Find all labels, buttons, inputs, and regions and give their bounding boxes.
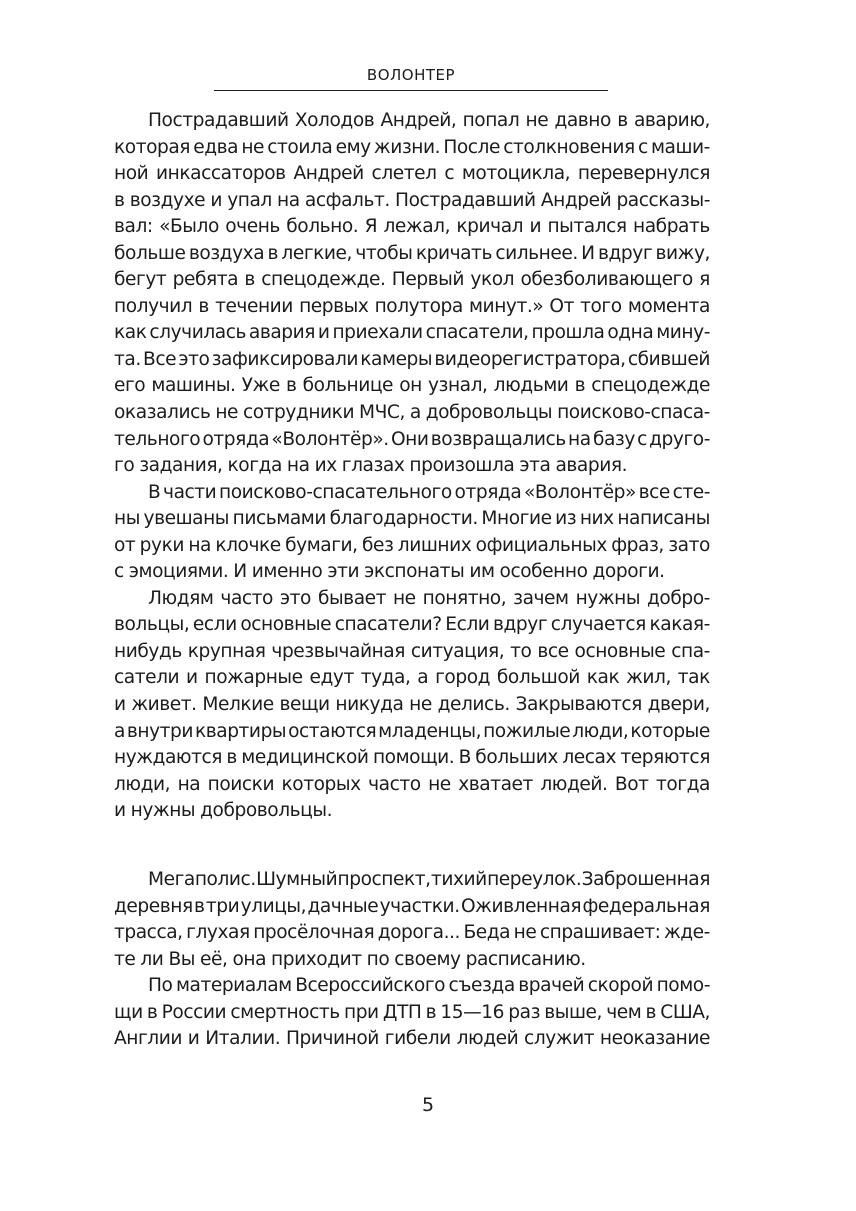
text-line: Мегаполис. Шумный проспект, тихий переулок. Заброшенная — [148, 869, 710, 890]
text-line: больше воздуха в легкие, чтобы кричать сильнее. И вдруг вижу, — [114, 242, 710, 264]
text-line: бегут ребята в спецодежде. Первый укол обезболивающего я — [114, 269, 710, 291]
text-line: оказались не сотрудники МЧС, а добровольцы поисково-спаса- — [114, 402, 710, 424]
text-line: получил в течении первых полутора минут.» От того момента — [114, 295, 710, 317]
text-line: щи в России смертность при ДТП в 15—16 раз выше, чем в США, — [114, 1001, 710, 1023]
text-line: в воздухе и упал на асфальт. Пострадавший Андрей рассказы- — [114, 189, 710, 211]
text-line: Пострадавший Холодов Андрей, попал не давно в аварию, — [148, 110, 710, 131]
text-line: В части поисково-спасательного отряда «Волонтёр» все сте- — [148, 481, 710, 503]
text-line: которая едва не стоила ему жизни. После столкновения с маши- — [114, 136, 710, 158]
text-line: те ли Вы её, она приходит по своему расписанию. — [114, 948, 586, 970]
text-line: нибудь крупная чрезвычайная ситуация, то все основные спа- — [114, 640, 710, 662]
running-head: ВОЛОНТЕР — [214, 64, 608, 91]
text-line: та. Все это зафиксировали камеры видеорегистратора, сбившей — [114, 348, 710, 370]
text-line: трасса, глухая просёлочная дорога... Беда не спрашивает: жде- — [114, 922, 710, 944]
text-line: Людям часто это бывает не понятно, зачем нужны добро- — [148, 587, 710, 609]
text-line: с эмоциями. И именно эти экспонаты им особенно дороги. — [114, 561, 665, 583]
text-line: нуждаются в медицинской помощи. В больших лесах теряются — [114, 747, 710, 769]
text-line: и живет. Мелкие вещи никуда не делись. Закрываются двери, — [114, 694, 710, 716]
text-line: и нужны добровольцы. — [114, 800, 333, 822]
text-line: вольцы, если основные спасатели? Если вдруг случается какая- — [114, 614, 710, 636]
text-line: ны увешаны письмами благодарности. Многие из них написаны — [114, 508, 710, 530]
text-line: го задания, когда на их глазах произошла эта авария. — [114, 455, 628, 477]
text-line: люди, на поиски которых часто не хватает людей. Вот тогда — [114, 773, 710, 795]
text-line: его машины. Уже в больнице он узнал, людьми в спецодежде — [114, 375, 710, 397]
page-number: 5 — [421, 1094, 435, 1116]
text-block — [114, 108, 710, 825]
text-line: вал: «Было очень больно. Я лежал, кричал и пытался набрать — [114, 216, 710, 238]
text-line: сатели и пожарные едут туда, а город большой как жил, так — [114, 667, 710, 689]
text-line: от руки на клочке бумаги, без лишних официальных фраз, зато — [114, 534, 710, 556]
text-line: Англии и Италии. Причиной гибели людей служит неоказание — [114, 1028, 710, 1050]
text-line: тельного отряда «Волонтёр». Они возвращались на базу с друго- — [114, 428, 710, 450]
text-line: а внутри квартиры остаются младенцы, пожилые люди, которые — [114, 720, 710, 742]
text-line: По материалам Всероссийского съезда врачей скорой помо- — [148, 975, 710, 997]
text-block — [114, 867, 710, 1053]
text-line: как случилась авария и приехали спасатели, прошла одна мину- — [114, 322, 710, 344]
text-line: деревня в три улицы, дачные участки. Оживленная федеральная — [114, 895, 710, 917]
text-line: ной инкассаторов Андрей слетел с мотоцикла, перевернулся — [114, 163, 710, 185]
